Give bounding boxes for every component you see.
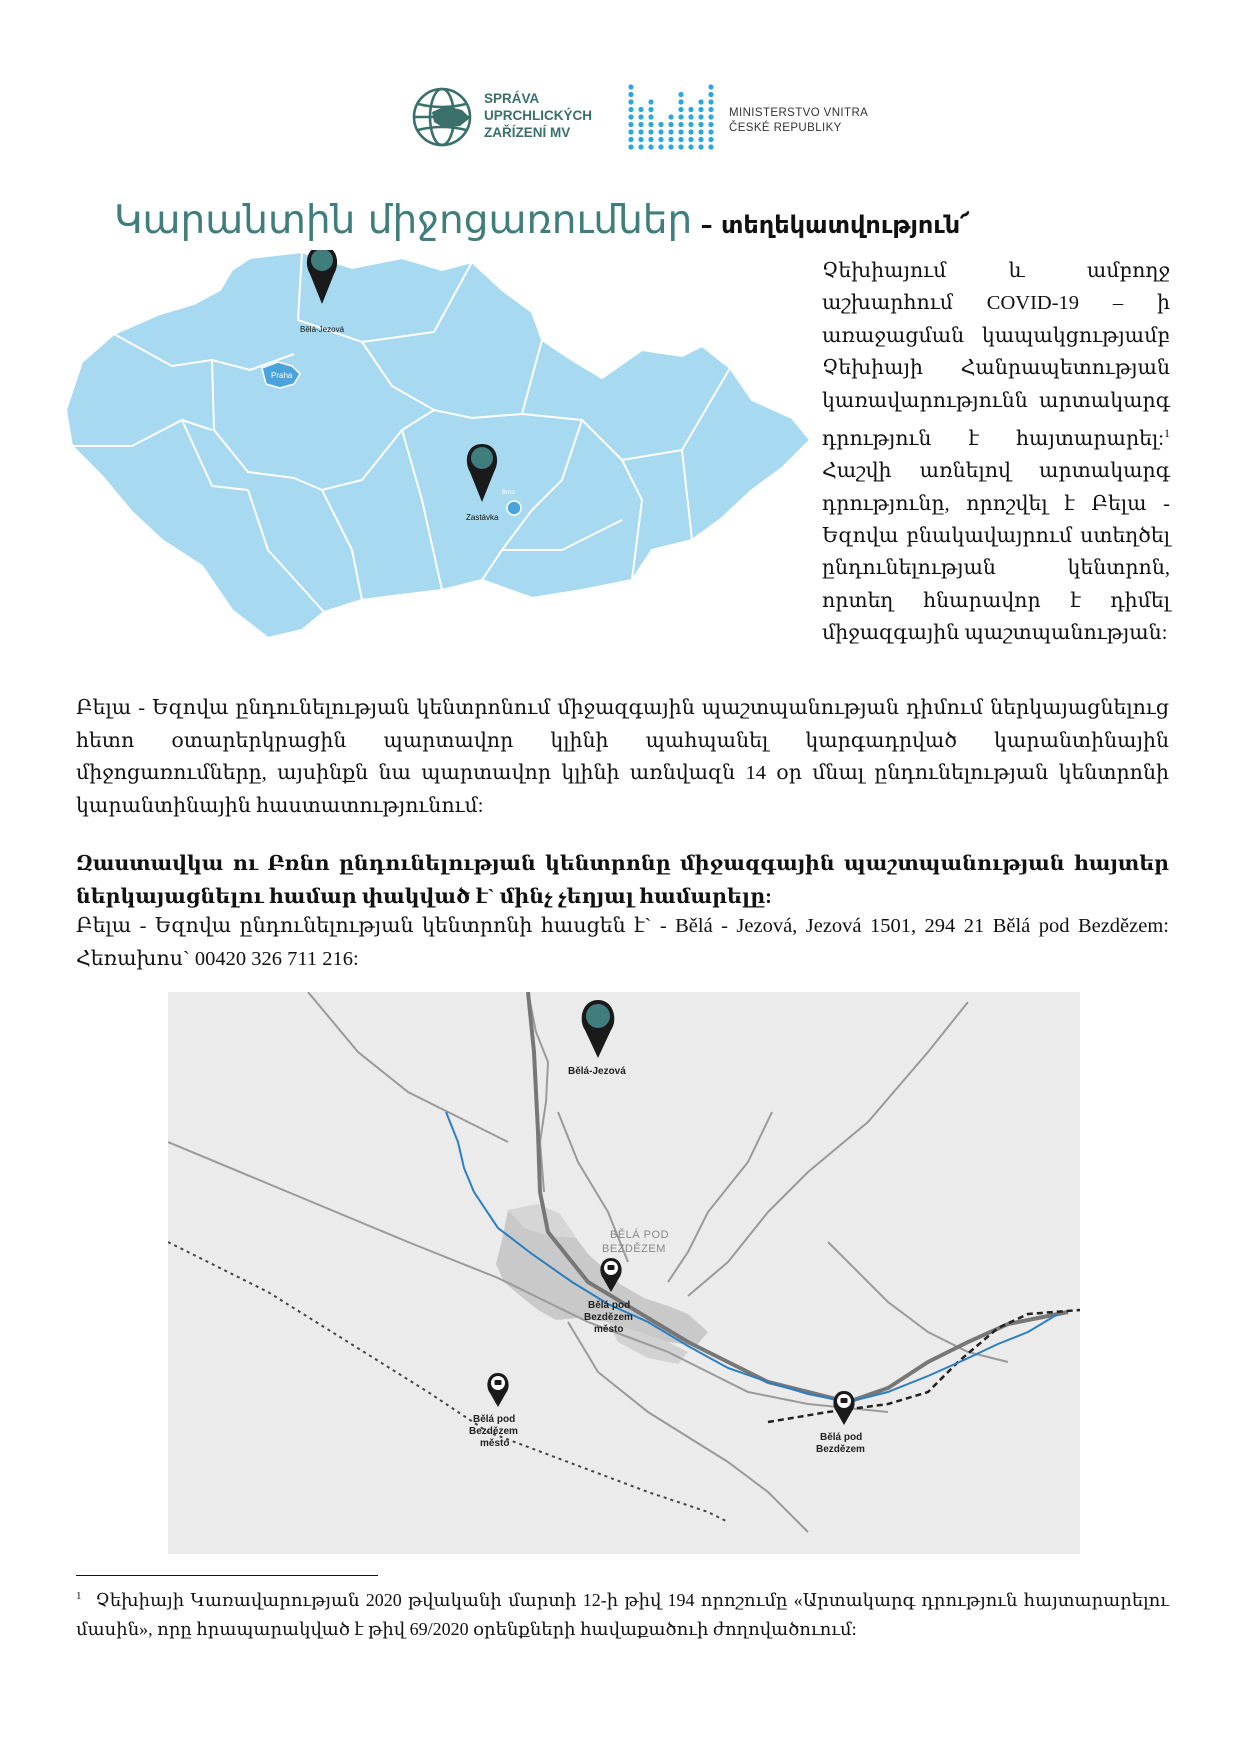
logo-dot (698, 114, 703, 119)
logo-dot (628, 137, 633, 142)
bela-jezova-map-label: Bělá-Jezová (568, 1066, 626, 1077)
sprava-line-2: UPRCHLICKÝCH (484, 108, 592, 123)
logo-dot (668, 137, 673, 142)
logo-dot (688, 129, 693, 134)
title-sub: – տեղեկատվություն՜ (692, 211, 970, 239)
intro-sentence-2: Հաշվի առնելով արտակարգ դրությունը, որոշվել է Բելա - Եզովա բնակավայրում ստեղծել ընդունելության կենտրոն, որտեղ հնարավոր է դիմել միջազգային պաշտպանության: (822, 460, 1170, 645)
station-center-line3: město (594, 1324, 624, 1335)
footnote-number: 1 (76, 1590, 82, 1602)
logo-dot (708, 99, 713, 104)
czech-republic-shape (66, 252, 810, 638)
logo-dot (708, 84, 713, 89)
logo-dot (678, 122, 683, 127)
logo-dot (688, 137, 693, 142)
ministry-line-2: ČESKÉ REPUBLIKY (729, 122, 842, 134)
station-center-line1: Bělá pod (588, 1300, 631, 1311)
logo-dot (698, 107, 703, 112)
logo-dot (628, 114, 633, 119)
logo-dot (678, 129, 683, 134)
logo-dot (708, 129, 713, 134)
logo-dot (708, 107, 713, 112)
logo-dot (688, 122, 693, 127)
sprava-logo-text (484, 90, 592, 141)
bela-jezova-label: Bělá-Jezová (300, 325, 345, 334)
logo-dot (678, 114, 683, 119)
logo-dot (658, 144, 663, 149)
ministry-logo (626, 80, 716, 152)
station-east-line2: Bezdězem (816, 1444, 865, 1455)
logo-dot (698, 129, 703, 134)
town-label-line1: BĚLÁ POD (610, 1229, 670, 1241)
ministry-logo-text (729, 106, 868, 136)
logo-dot (628, 107, 633, 112)
town-label-line2: BEZDĚZEM (602, 1243, 666, 1255)
quarantine-paragraph: Բելա - Եզովա ընդունելության կենտրոնում միջազգային պաշտպանության դիմում ներկայացնելուց հետո օտարերկրացին պարտավոր կլինի պահպանել կարգադրված կարանտինային միջոցառումները, այսինքն նա պարտավոր կլինի առնվազն 14 օր մնալ ընդունելության կենտրոնի կարանտինային հաստատությունում: (76, 697, 1169, 817)
intro-text (822, 255, 1170, 650)
ministry-line-1: MINISTERSTVO VNITRA (729, 107, 869, 119)
logo-dot (638, 122, 643, 127)
logo-dot (638, 114, 643, 119)
sprava-line-1: SPRÁVA (484, 91, 540, 106)
logo-dot (628, 99, 633, 104)
footnote-ref: 1 (1164, 426, 1170, 441)
logo-dot (628, 122, 633, 127)
czech-regions-map (62, 250, 812, 670)
logo-dot (648, 99, 653, 104)
logo-dot (678, 92, 683, 97)
logo-dot (648, 137, 653, 142)
footnote-separator (76, 1575, 378, 1576)
logo-dot (668, 144, 673, 149)
logo-dot (708, 137, 713, 142)
address-paragraph: Բելա - Եզովա ընդունելության կենտրոնի հասցեն է` - Bělá - Jezová, Jezová 1501, 294 21 Bělá pod Bezdězem: Հեռախոս` 00420 326 711 216: (76, 915, 1169, 970)
logo-dot (638, 144, 643, 149)
logo-dot (638, 107, 643, 112)
logo-dot (698, 122, 703, 127)
bela-pod-bezdezem-map (168, 992, 1080, 1554)
footnote (76, 1582, 1169, 1644)
logo-dot (698, 137, 703, 142)
logo-dot (648, 114, 653, 119)
logo-dot (668, 122, 673, 127)
logo-dot (658, 129, 663, 134)
logo-dot (668, 114, 673, 119)
logo-dot (668, 129, 673, 134)
logo-dot (648, 107, 653, 112)
station-west-line1: Bělá pod (473, 1414, 516, 1425)
logo-dot (638, 129, 643, 134)
logo-dot (678, 144, 683, 149)
brno-marker (507, 501, 521, 515)
footnote-text: Չեխիայի Կառավարության 2020 թվականի մարտի 12-ի թիվ 194 որոշումը «Արտակարգ դրություն հայտարարելու մասին», որը հրապարակված է թիվ 69/2020 օրենքների հավաքածուի ժողովածուում: (76, 1590, 1169, 1639)
zastavka-label: Zastávka (466, 513, 499, 522)
sprava-line-3: ZAŘÍZENÍ MV (484, 125, 571, 140)
brno-label: Brno (502, 490, 515, 496)
logo-dot (708, 92, 713, 97)
logo-dot (698, 144, 703, 149)
praha-label: Praha (271, 371, 293, 380)
logo-dot (678, 137, 683, 142)
logo-dot (688, 114, 693, 119)
logo-dot (708, 122, 713, 127)
map-silhouette-icon (432, 106, 470, 128)
station-east-line1: Bělá pod (820, 1432, 863, 1443)
logo-dot (648, 122, 653, 127)
station-center-line2: Bezdězem (584, 1312, 633, 1323)
logo-dot (658, 137, 663, 142)
station-west-line2: Bezdězem (469, 1426, 518, 1437)
logo-dot (688, 144, 693, 149)
station-west-line3: město (480, 1438, 510, 1449)
logo-dot (648, 129, 653, 134)
logo-dot (628, 92, 633, 97)
page-title (114, 198, 1144, 243)
logo-dot (708, 144, 713, 149)
logo-dot (698, 99, 703, 104)
logo-dot (638, 137, 643, 142)
logo-dot (658, 122, 663, 127)
title-main: Կարանտին միջոցառումներ (114, 198, 693, 243)
logo-dot (628, 129, 633, 134)
closure-notice: Զաստավկա ու Բռնո ընդունելության կենտրոնը միջազգային պաշտպանության հայտեր ներկայացնելու համար փակված է` մինչ չեղյալ համարելը: (76, 853, 1169, 908)
logo-dot (678, 99, 683, 104)
intro-sentence: Չեխիայում և ամբողջ աշխարհում COVID-19 – ի առաջացման կապակցությամբ Չեխիայի Հանրապետության կառավարությունն արտակարգ դրություն է հայտարարել: (822, 260, 1170, 450)
logo-dot (708, 114, 713, 119)
logo-dot (628, 84, 633, 89)
logo-dot (648, 144, 653, 149)
logo-dot (628, 144, 633, 149)
logo-dot (688, 107, 693, 112)
logo-dot (678, 107, 683, 112)
